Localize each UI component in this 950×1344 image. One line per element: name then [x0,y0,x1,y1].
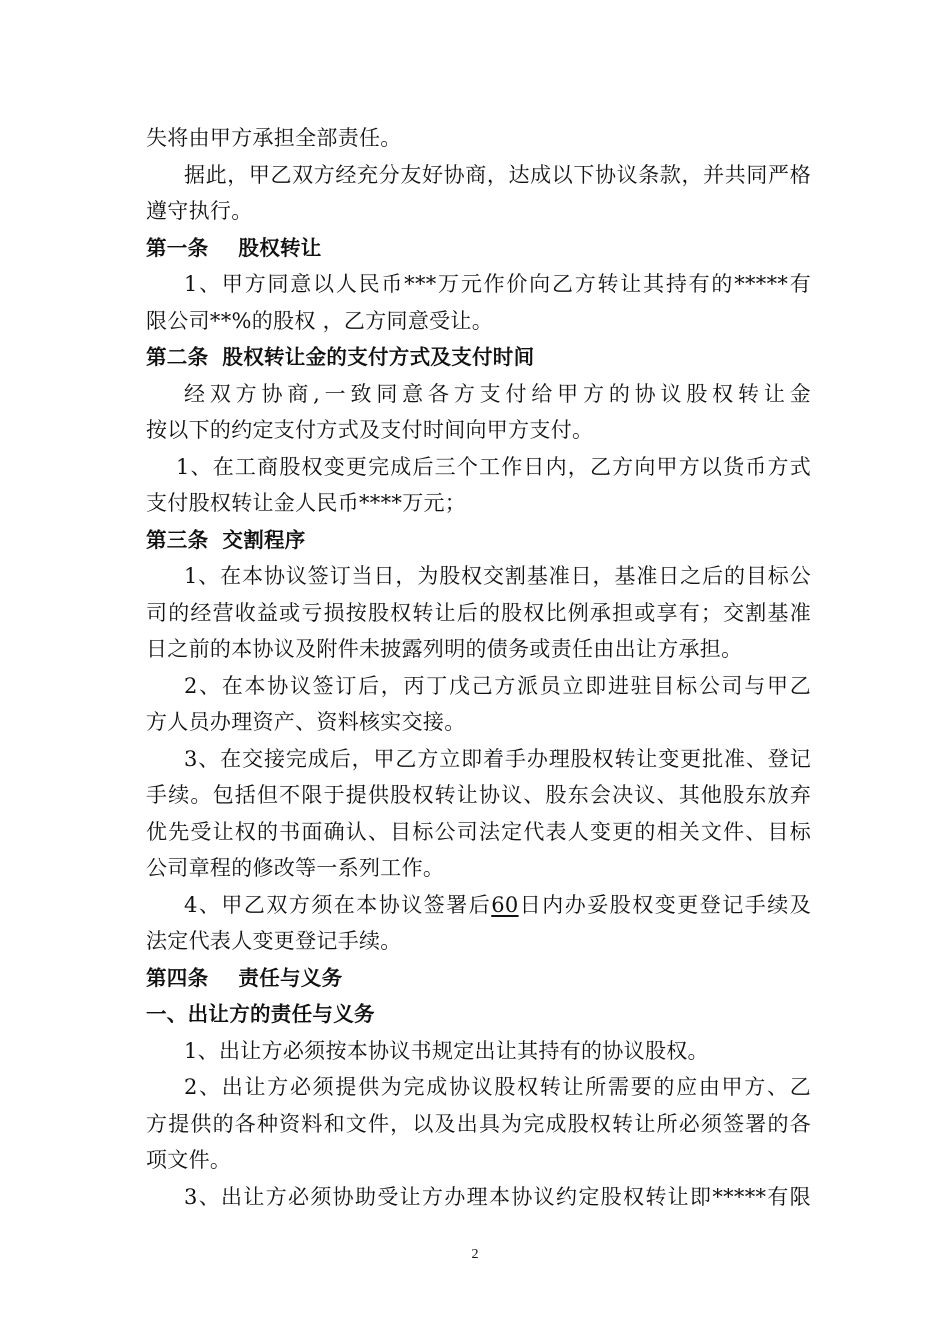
article-4-title: 责任与义务 [238,965,343,990]
article-4-heading [146,960,811,997]
article-3-item-2-line-2: 方人员办理资产、资料核实交接。 [146,710,466,734]
article-3-item-1-line-2: 司的经营收益或亏损按股权转让后的股权比例承担或享有；交割基准 [146,600,811,625]
article-2-item-1-line-2: 支付股权转让金人民币****万元； [146,491,467,515]
article-1-number: 第一条 [146,235,209,260]
article-2-title: 股权转让金的支付方式及支付时间 [222,345,535,369]
intro-line-2: 据此，甲乙双方经充分友好协商，达成以下协议条款，并共同严格 [184,162,811,187]
article-4-item-1-line-1: 1、出让方必须按本协议书规定出让其持有的协议股权。 [184,1038,709,1063]
article-3-item-3-line-1: 3、在交接完成后，甲乙方立即着手办理股权转让变更批准、登记 [184,746,811,771]
article-2-item-1-line-1: 1、在工商股权变更完成后三个工作日内，乙方向甲方以货币方式 [176,454,811,479]
article-3-number: 第三条 [146,527,209,552]
article-3-item-1-line-1: 1、在本协议签订当日，为股权交割基准日，基准日之后的目标公 [184,564,811,588]
article-3-item-3-line-3: 优先受让权的书面确认、目标公司法定代表人变更的相关文件、目标 [146,819,811,844]
article-1-title: 股权转让 [238,235,322,260]
article-3-heading [146,522,811,559]
intro-line-3: 遵守执行。 [146,199,253,223]
article-1-item-1-line-2: 限公司**%的股权 ，乙方同意受让。 [146,308,494,333]
article-2-number: 第二条 [146,345,209,369]
article-3-item-4-text-after: 日内办妥股权变更登记手续及 [518,892,811,917]
article-3-item-3-line-2: 手续。包括但不限于提供股权转让协议、股东会决议、其他股东放弃 [146,783,811,807]
article-4-number: 第四条 [146,965,209,990]
article-4-item-3-line-1: 3、出让方必须协助受让方办理本协议约定股权转让即*****有限 [184,1184,811,1209]
article-3-item-4-line-2: 法定代表人变更登记手续。 [146,929,402,953]
document-body [146,120,811,1215]
article-3-item-2-line-1: 2、在本协议签订后，丙丁戊己方派员立即进驻目标公司与甲乙 [184,673,811,698]
article-4-section-1-heading: 一、出让方的责任与义务 [146,1002,375,1026]
article-4-item-2-line-3: 项文件。 [146,1148,232,1172]
article-3-title: 交割程序 [222,527,306,552]
article-1-heading [146,230,811,267]
article-3-item-4-days: 60 [491,892,519,917]
article-2-para-line-2: 按以下的约定支付方式及支付时间向甲方支付。 [146,418,594,442]
article-3-item-1-line-3: 日之前的本协议及附件未披露列明的债务或责任由出让方承担。 [146,637,743,661]
article-3-item-3-line-4: 公司章程的修改等一系列工作。 [146,856,445,880]
intro-line-1: 失将由甲方承担全部责任。 [146,126,402,150]
article-1-item-1-line-1: 1、甲方同意以人民币***万元作价向乙方转让其持有的*****有 [184,272,811,296]
article-2-heading [146,339,811,376]
article-4-item-2-line-2: 方提供的各种资料和文件，以及出具为完成股权转让所必须签署的各 [146,1111,811,1136]
article-3-item-4-line-1 [146,887,811,924]
article-4-item-2-line-1: 2、出让方必须提供为完成协议股权转让所需要的应由甲方、乙 [184,1075,811,1099]
article-2-para-line-1: 经双方协商,一致同意各方支付给甲方的协议股权转让金 [184,381,811,406]
article-3-item-4-text-before: 4、甲乙双方须在本协议签署后 [184,892,492,917]
page-number: 2 [471,1247,479,1262]
